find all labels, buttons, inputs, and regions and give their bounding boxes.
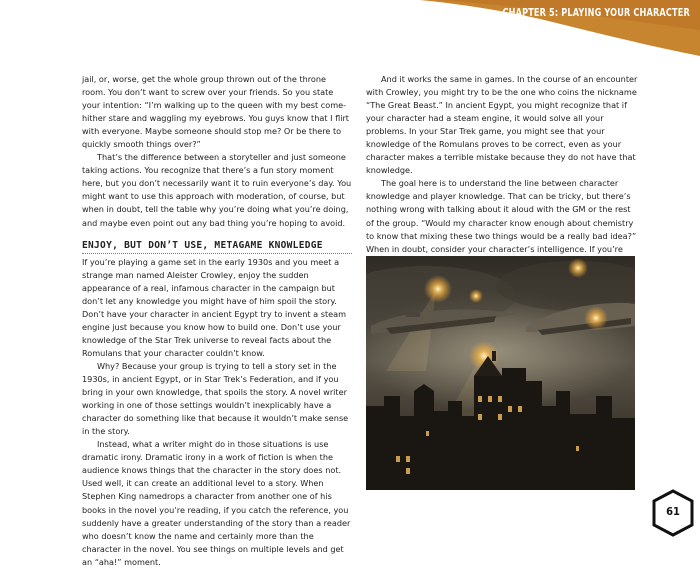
right-column <box>366 73 638 282</box>
paragraph: Why? Because your group is trying to tell a story set in the 1930s, in ancient Egypt, or in Star Trek’s Federation, and if you bring in your own knowledge, that spoils the story. A novel writer working in one of those settings wouldn’t inexplicably have a character do something like that because it wouldn’t make sense in the story. <box>82 360 349 437</box>
paragraph: The goal here is to understand the line between character knowledge and player knowledge. That can be tricky, but there’s nothing wrong with talking about it aloud with the GM or the rest of the group. “Would my character know enough about chemistry to know that mixing these two things would be a really bad idea?” When in doubt, consider your character’s intelligence. If you’re <box>366 178 637 254</box>
paragraph: jail, or, worse, get the whole group thrown out of the throne room. You don’t want to screw over your friends. So you state your intention: “I’m walking up to the queen with my best come-hither stare and waggling my eyebrows. You guys know that I flirt with everyone. Maybe someone should stop me? Or be there to quickly smooth things over?” <box>82 74 349 150</box>
paragraph: If you’re playing a game set in the early 1930s and you meet a strange man named Aleister Crowley, enjoy the sudden appearance of a real, infamous character in the campaign but don’t let any knowledge you might have of him spoil the story. Don’t have your character in ancient Egypt try to invent a steam engine just because you know how to build one. Don’t use your knowledge of the Star Trek universe to reveal facts about the Romulans that your character couldn’t know. <box>82 256 347 358</box>
paragraph: Instead, what a writer might do in those situations is use dramatic irony. Dramatic irony in a work of fiction is when the audience knows things that the character in the story does not. Used well, it can create an additional level to a story. When Stephen King namedrops a character from another one of his books in the novel you’re reading, if you catch the reference, you suddenly have a greater understanding of the story than a reader who doesn’t know the name and certainly more than the character in the novel. You see things on multiple levels and get an “aha!” moment. <box>82 439 351 567</box>
section-heading: ENJOY, BUT DON’T USE, METAGAME KNOWLEDGE <box>82 239 352 254</box>
chapter-title: CHAPTER 5: PLAYING YOUR CHARACTER <box>502 7 690 19</box>
airship-illustration <box>366 256 635 490</box>
paragraph: And it works the same in games. In the course of an encounter with Crowley, you might try to be the one who coins the nickname “The Great Beast.” In ancient Egypt, you might recognize that if your character had a steam engine, it would solve all your problems. In your Star Trek game, you might see that your knowledge of the Romulans proves to be correct, even as your character makes a terrible mistake because they do not have that knowledge. <box>366 74 638 176</box>
paragraph: That’s the difference between a storyteller and just someone taking actions. You recognize that there’s a fun story moment here, but you don’t necessarily want it to ruin everyone’s day. You might want to use this approach with moderation, of course, but when in doubt, tell the table why you’re doing what you’re doing, and maybe even point out any bad thing you’re hoping to avoid. <box>82 152 352 228</box>
page-number: 61 <box>666 505 680 518</box>
left-column <box>82 73 352 569</box>
page-number-badge <box>651 489 695 537</box>
